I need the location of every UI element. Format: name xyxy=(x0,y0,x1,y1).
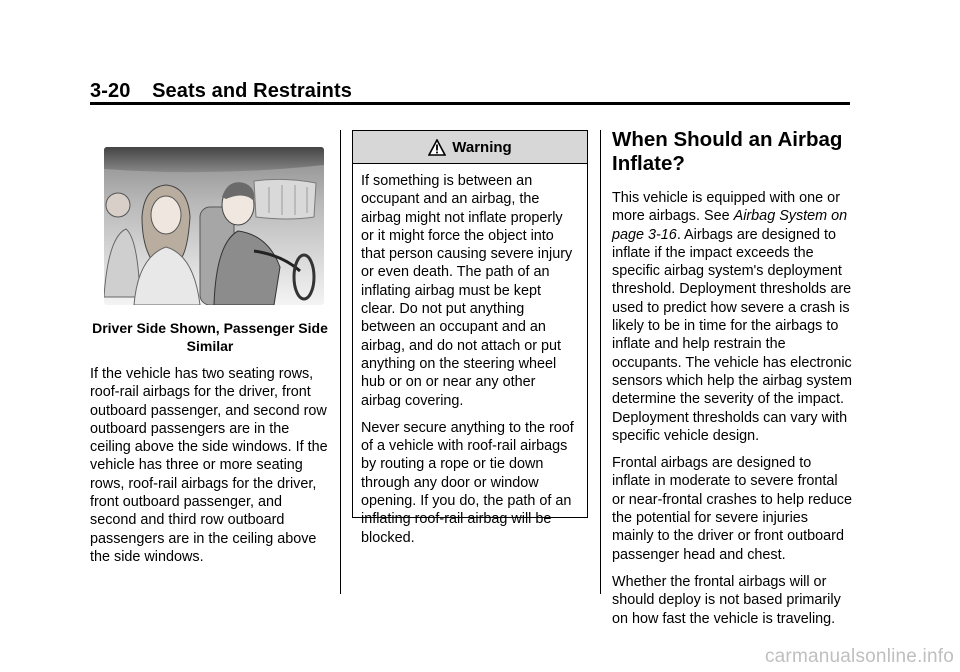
watermark: carmanualsonline.info xyxy=(764,646,954,667)
p1-text-before: This vehicle is equipped with one or more airbags. See xyxy=(612,190,840,225)
warning-box xyxy=(352,130,588,546)
section-heading: When Should an Airbag Inflate? xyxy=(612,128,843,175)
page-header xyxy=(90,80,352,103)
left-column xyxy=(90,140,330,575)
roof-rail-paragraph: If the vehicle has two seating rows, roof-rail airbags for the driver, front outboard passenger, and second row outboard passengers are in the ceiling above the side windows. If the vehicle has three or more seating rows, roof-rail airbags for the driver, front outboard passenger, and second and third row outboard passengers are in the ceiling above the side windows. xyxy=(90,366,328,565)
column-divider-left xyxy=(340,130,341,594)
warning-triangle-icon xyxy=(428,139,446,156)
deploy-speed-paragraph: Whether the frontal airbags will or should deploy is not based primarily on how fast the vehicle is traveling. xyxy=(612,573,841,627)
warning-paragraph-1: If something is between an occupant and an airbag, the airbag might not inflate properly or it might force the object into that person causing severe injury or even death. The path of an inflating airbag must be kept clear. Do not put anything between an occupant and an airbag, and do not attach or put anything on the steering wheel hub or on or near any other airbag covering. xyxy=(361,173,573,409)
warning-paragraph-2: Never secure anything to the roof of a vehicle with roof-rail airbags by routing a rope or tie down through any door or window opening. If you do, the path of an inflating roof-rail airbag will be blocked. xyxy=(361,419,574,546)
figure-caption: Driver Side Shown, Passenger Side Similar xyxy=(92,320,328,354)
header-rule xyxy=(90,102,850,105)
right-column xyxy=(612,128,852,637)
airbag-system-reference: Airbag System on page 3-16 xyxy=(612,208,848,243)
frontal-airbags-paragraph: Frontal airbags are designed to inflate in moderate to severe frontal or near-frontal crashes to help reduce the potential for severe injuries mainly to the driver or front outboard passenger head and chest. xyxy=(612,455,852,563)
airbag-inflate-paragraph xyxy=(612,189,852,445)
p1-text-after: . Airbags are designed to inflate if the impact exceeds the specific airbag system's deployment threshold. Deployment thresholds are used to predict how severe a crash is likely to be in time for the airbags to inflate and help restrain the occupants. The vehicle has electronic sensors which help the airbag system determine the severity of the impact. Deployment thresholds can vary with specific vehicle design. xyxy=(612,226,852,444)
column-divider-right xyxy=(600,130,601,594)
page-number: 3-20 xyxy=(90,80,131,102)
airbag-illustration xyxy=(104,147,324,305)
warning-title: Warning xyxy=(452,138,512,156)
warning-header xyxy=(353,131,587,164)
section-title: Seats and Restraints xyxy=(152,80,352,102)
